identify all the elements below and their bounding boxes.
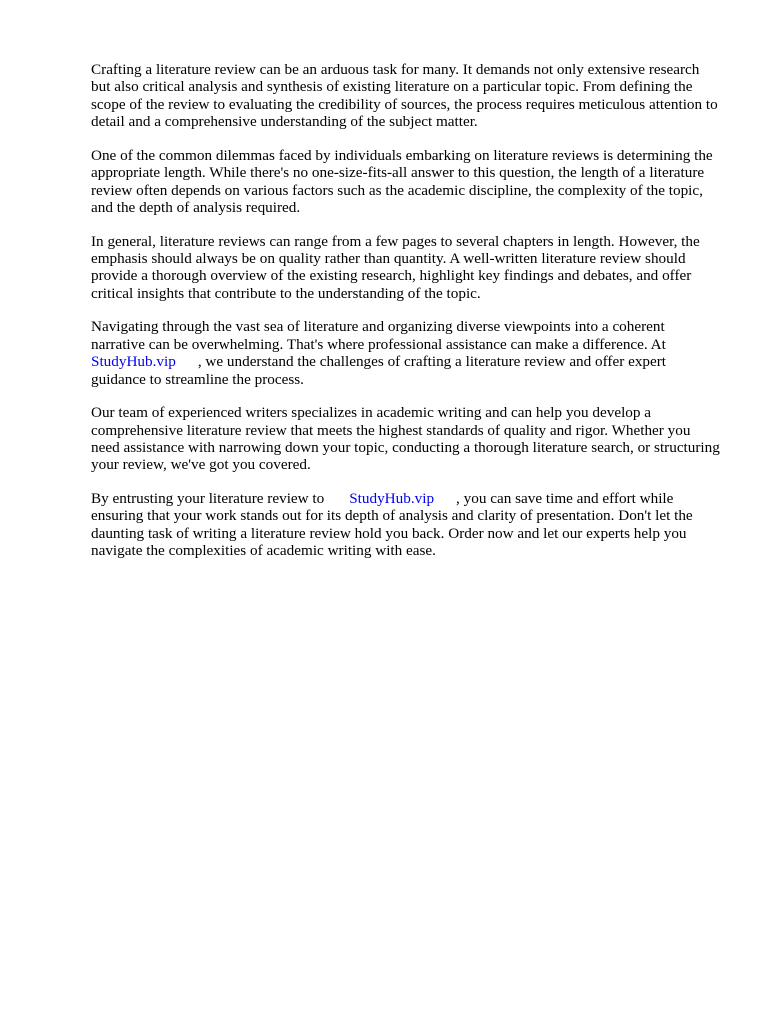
paragraph-5: Our team of experienced writers specializes in academic writing and can help you develop a comprehensive literature review that meets the highest standards of quality and rigor. Whether you need assistance with narrowing down your topic, conducting a thorough literature search, or structuring your review, we've got you covered. xyxy=(91,404,720,474)
paragraph-6-text-after: , you can save time and effort while ensuring that your work stands out for its depth of analysis and clarity of presentation. Don't let the daunting task of writing a literature review hold you back. Order now and let our experts help you navigate the complexities of academic writing with ease. xyxy=(91,490,693,560)
paragraph-6-text-before: By entrusting your literature review to xyxy=(91,490,325,508)
studyhub-link[interactable]: StudyHub.vip xyxy=(91,353,176,371)
paragraph-2: One of the common dilemmas faced by individuals embarking on literature reviews is determining the appropriate length. While there's no one-size-fits-all answer to this question, the length of a literature review often depends on various factors such as the academic discipline, the complexity of the topic, and the depth of analysis required. xyxy=(91,146,713,217)
paragraph-4 xyxy=(91,318,721,388)
paragraph-4-text-after: , we understand the challenges of crafting a literature review and offer expert guidance to streamline the process. xyxy=(91,353,667,388)
paragraph-4-text-before: Navigating through the vast sea of literature and organizing diverse viewpoints into a coherent narrative can be overwhelming. That's where professional assistance can make a difference. At xyxy=(91,318,666,353)
paragraph-6 xyxy=(91,490,721,560)
paragraph-1: Crafting a literature review can be an arduous task for many. It demands not only extensive research but also critical analysis and synthesis of existing literature on a particular topic. From defining the scope of the review to evaluating the credibility of sources, the process requires meticulous attention to detail and a comprehensive understanding of the subject matter. xyxy=(91,61,718,131)
paragraph-3: In general, literature reviews can range from a few pages to several chapters in length. However, the emphasis should always be on quality rather than quantity. A well-written literature review should provide a thorough overview of the existing research, highlight key findings and debates, and offer critical insights that contribute to the understanding of the topic. xyxy=(91,232,700,302)
document-body xyxy=(91,61,721,576)
studyhub-link-2[interactable]: StudyHub.vip xyxy=(349,490,435,508)
